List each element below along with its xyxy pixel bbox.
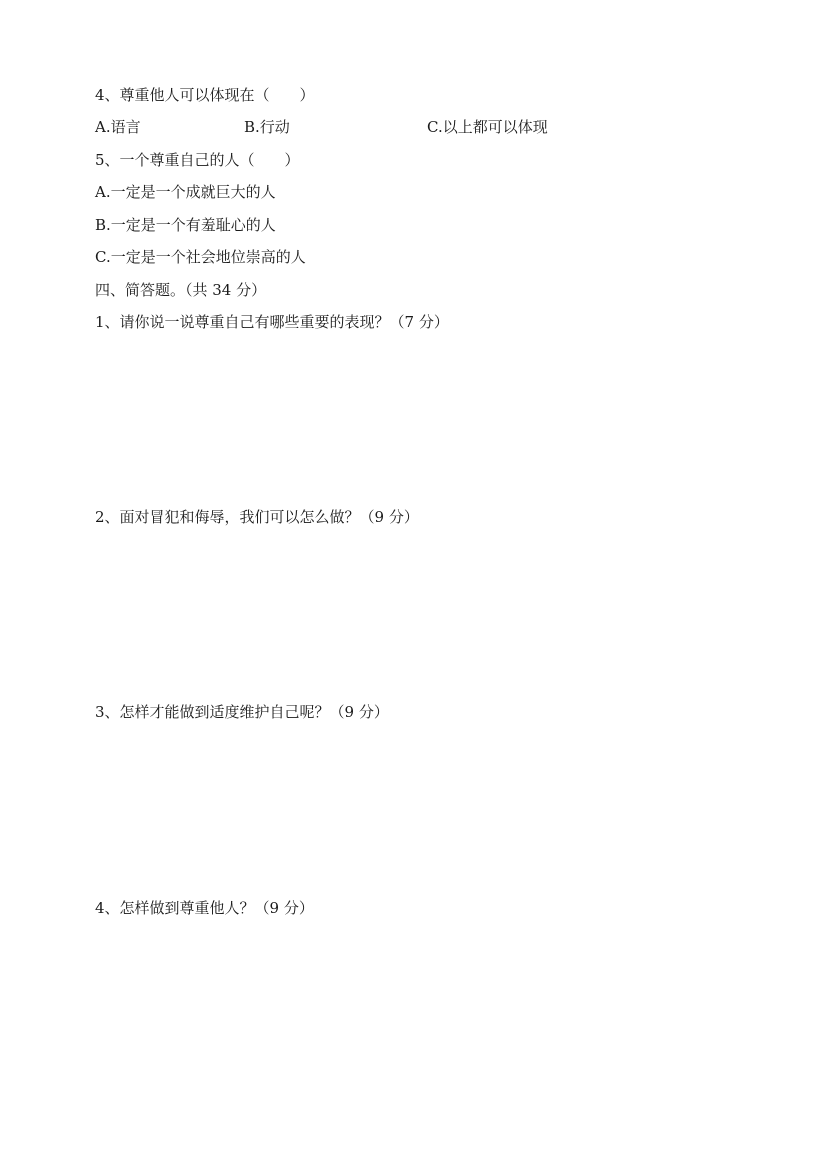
option-a: A.语言 xyxy=(95,118,141,136)
short-answer-question-4: 4、怎样做到尊重他人？（9 分） xyxy=(95,899,314,917)
question-4-stem: 4、尊重他人可以体现在（ ） xyxy=(95,86,315,104)
short-answer-question-1: 1、请你说一说尊重自己有哪些重要的表现？（7 分） xyxy=(95,313,449,331)
question-5-stem: 5、一个尊重自己的人（ ） xyxy=(95,151,300,169)
question-5-option-c: C.一定是一个社会地位崇高的人 xyxy=(95,248,306,266)
short-answer-question-2: 2、面对冒犯和侮辱，我们可以怎么做？（9 分） xyxy=(95,508,419,526)
option-c: C.以上都可以体现 xyxy=(427,118,548,136)
short-answer-question-3: 3、怎样才能做到适度维护自己呢？（9 分） xyxy=(95,703,389,721)
question-5-option-a: A.一定是一个成就巨大的人 xyxy=(95,183,276,201)
question-5-option-b: B.一定是一个有羞耻心的人 xyxy=(95,216,276,234)
option-b: B.行动 xyxy=(244,118,290,136)
section-heading: 四、简答题。（共 34 分） xyxy=(95,281,267,299)
